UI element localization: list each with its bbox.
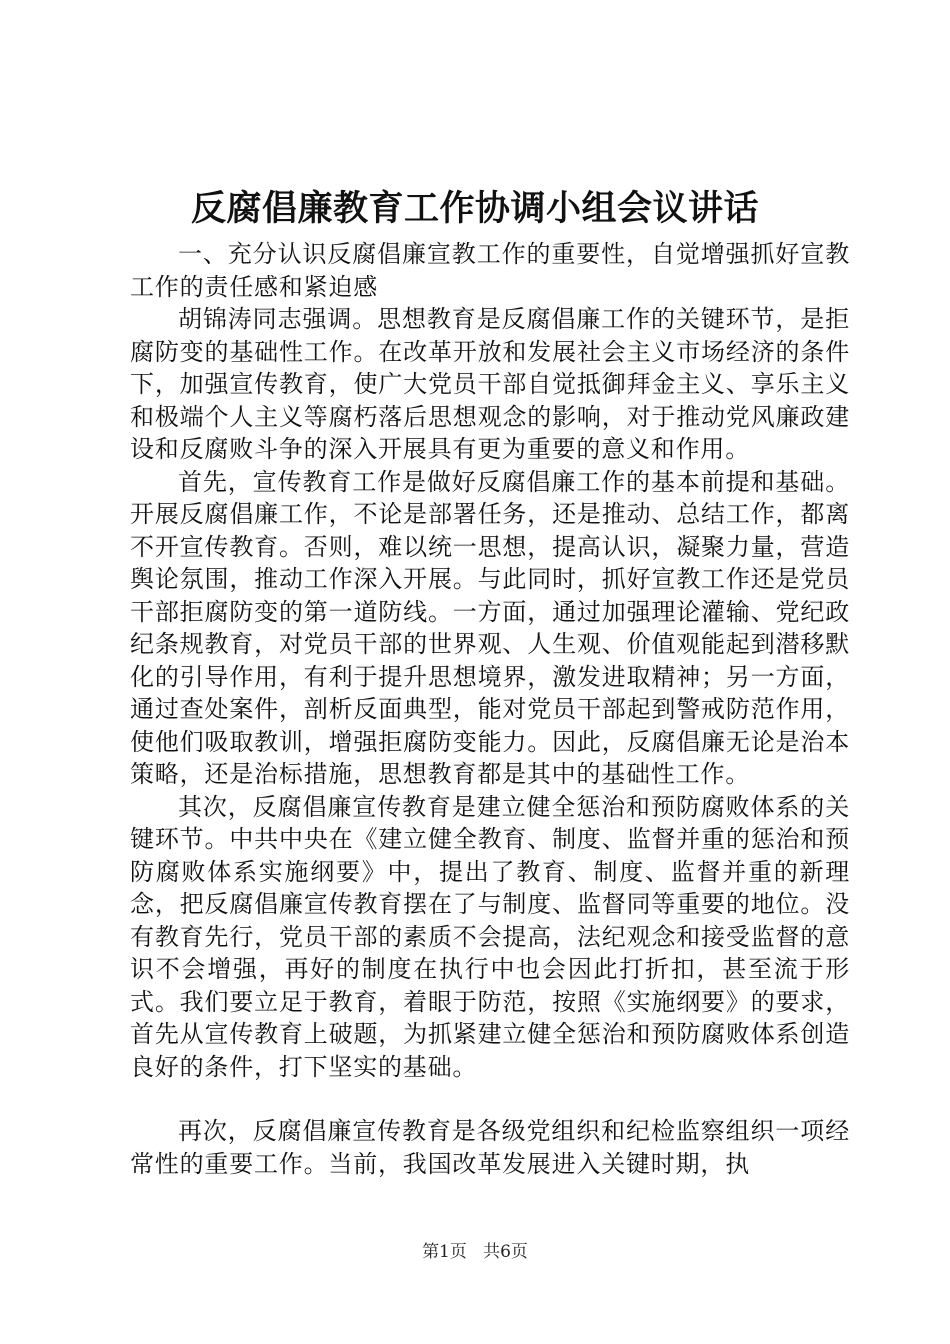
paragraph-hu-jintao-quote: 胡锦涛同志强调。思想教育是反腐倡廉工作的关键环节，是拒腐防变的基础性工作。在改革开放和发展社会主义市场经济的条件下，加强宣传教育，使广大党员干部自觉抵御拜金主义、享乐主义和极端个人主义等腐朽落后思想观念的影响，对于推动党风廉政建设和反腐败斗争的深入开展具有更为重要的意义和作用。 <box>130 305 850 463</box>
page-total: 共6页 <box>483 1242 528 1262</box>
document-body <box>130 238 850 1180</box>
paragraph-third-point: 再次，反腐倡廉宣传教育是各级党组织和纪检监察组织一项经常性的重要工作。当前，我国改革发展进入关键时期，执 <box>130 1117 850 1178</box>
paragraph-first-point: 首先，宣传教育工作是做好反腐倡廉工作的基本前提和基础。开展反腐倡廉工作，不论是部署任务，还是推动、总结工作，都离不开宣传教育。否则，难以统一思想，提高认识，凝聚力量，营造舆论氛围，推动工作深入开展。与此同时，抓好宣教工作还是党员干部拒腐防变的第一道防线。一方面，通过加强理论灌输、党纪政纪条规教育，对党员干部的世界观、人生观、价值观能起到潜移默化的引导作用，有利于提升思想境界，激发进取精神；另一方面，通过查处案件，剖析反面典型，能对党员干部起到警戒防范作用，使他们吸取教训，增强拒腐防变能力。因此，反腐倡廉无论是治本策略，还是治标措施，思想教育都是其中的基础性工作。 <box>130 467 850 788</box>
page-footer <box>0 1240 950 1264</box>
page-number: 第1页 <box>422 1242 467 1262</box>
paragraph-second-point: 其次，反腐倡廉宣传教育是建立健全惩治和预防腐败体系的关键环节。中共中央在《建立健全教育、制度、监督并重的惩治和预防腐败体系实施纲要》中，提出了教育、制度、监督并重的新理念，把反腐倡廉宣传教育摆在了与制度、监督同等重要的地位。没有教育先行，党员干部的素质不会提高，法纪观念和接受监督的意识不会增强，再好的制度在执行中也会因此打折扣，甚至流于形式。我们要立足于教育，着眼于防范，按照《实施纲要》的要求，首先从宣传教育上破题，为抓紧建立健全惩治和预防腐败体系创造良好的条件，打下坚实的基础。 <box>130 792 850 1081</box>
paragraph-section-heading: 一、充分认识反腐倡廉宣教工作的重要性，自觉增强抓好宣教工作的责任感和紧迫感 <box>130 240 850 301</box>
document-title: 反腐倡廉教育工作协调小组会议讲话 <box>190 188 759 229</box>
